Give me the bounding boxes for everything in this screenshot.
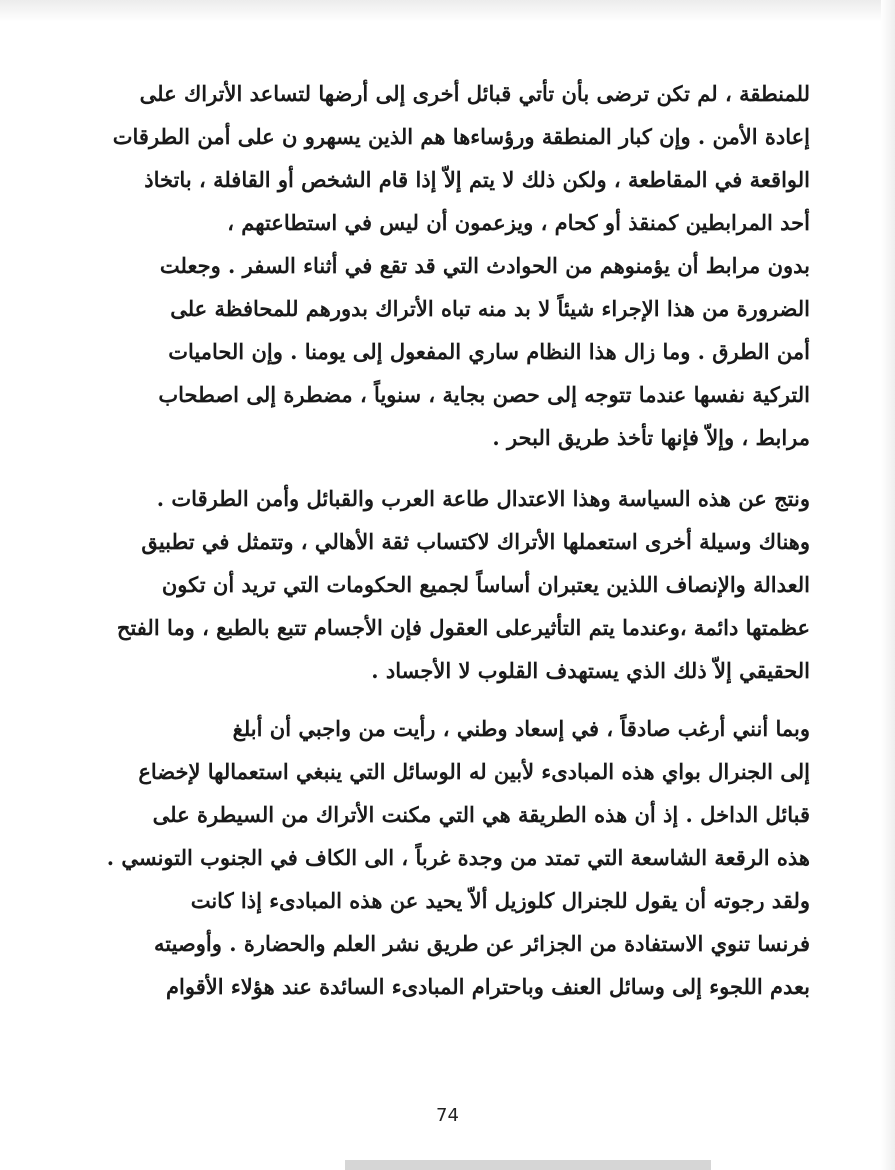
text-line: التركية نفسها عندما تتوجه إلى حصن بجاية ، سنوياً ، مضطرة إلى اصطحاب [158, 382, 810, 407]
text-line: بدون مرابط أن يؤمنوهم من الحوادث التي قد تقع في أثناء السفر . وجعلت [159, 253, 810, 278]
scan-bottom-strip [345, 1160, 711, 1170]
page-number: 74 [436, 1105, 459, 1126]
text-line: الضرورة من هذا الإجراء شيئاً لا بد منه تباه الأتراك بدورهم للمحافظة على [170, 296, 810, 321]
text-line: قبائل الداخل . إذ أن هذه الطريقة هي التي مكنت الأتراك من السيطرة على [152, 802, 810, 827]
text-line: للمنطقة ، لم تكن ترضى بأن تأتي قبائل أخرى إلى أرضها لتساعد الأتراك على [139, 81, 810, 106]
text-line: فرنسا تنوي الاستفادة من الجزائر عن طريق نشر العلم والحضارة . وأوصيته [154, 931, 810, 956]
text-line: هذه الرقعة الشاسعة التي تمتد من وجدة غرباً ، الى الكاف في الجنوب التونسي . [106, 845, 810, 870]
text-line: عظمتها دائمة ،وعندما يتم التأثيرعلى العقول فإن الأجسام تتبع بالطبع ، وما الفتح [116, 615, 810, 640]
paragraph-3 [78, 707, 810, 1008]
text-line: أحد المرابطين كمنقذ أو كحام ، ويزعمون أن ليس في استطاعتهم ، [227, 210, 810, 235]
scan-top-edge [0, 0, 895, 22]
text-line: ولقد رجوته أن يقول للجنرال كلوزيل ألاّ يحيد عن هذه المبادىء إذا كانت [190, 888, 810, 913]
text-line: إلى الجنرال بواي هذه المبادىء لأبين له الوسائل التي ينبغي استعمالها لإخضاع [138, 759, 810, 784]
text-line: وبما أنني أرغب صادقاً ، في إسعاد وطني ، رأيت من واجبي أن أبلغ [232, 716, 810, 741]
paragraph-2 [78, 477, 810, 692]
text-line: الواقعة في المقاطعة ، ولكن ذلك لا يتم إلاّ إذا قام الشخص أو القافلة ، باتخاذ [144, 167, 810, 192]
text-line: العدالة والإنصاف اللذين يعتبران أساساً لجميع الحكومات التي تريد أن تكون [161, 572, 810, 597]
text-line: مرابط ، وإلاّ فإنها تأخذ طريق البحر . [492, 425, 810, 450]
text-line: ونتج عن هذه السياسة وهذا الاعتدال طاعة العرب والقبائل وأمن الطرقات . [156, 486, 810, 511]
paragraph-1 [78, 72, 810, 459]
text-line: وهناك وسيلة أخرى استعملها الأتراك لاكتساب ثقة الأهالي ، وتتمثل في تطبيق [141, 529, 810, 554]
text-line: أمن الطرق . وما زال هذا النظام ساري المفعول إلى يومنا . وإن الحاميات [168, 339, 810, 364]
text-line: إعادة الأمن . وإن كبار المنطقة ورؤساءها هم الذين يسهرو ن على أمن الطرقات [112, 124, 810, 149]
text-line: بعدم اللجوء إلى وسائل العنف وباحترام المبادىء السائدة عند هؤلاء الأقوام [166, 974, 810, 999]
text-line: الحقيقي إلاّ ذلك الذي يستهدف القلوب لا الأجساد . [371, 658, 810, 683]
scan-right-edge [881, 0, 895, 1170]
